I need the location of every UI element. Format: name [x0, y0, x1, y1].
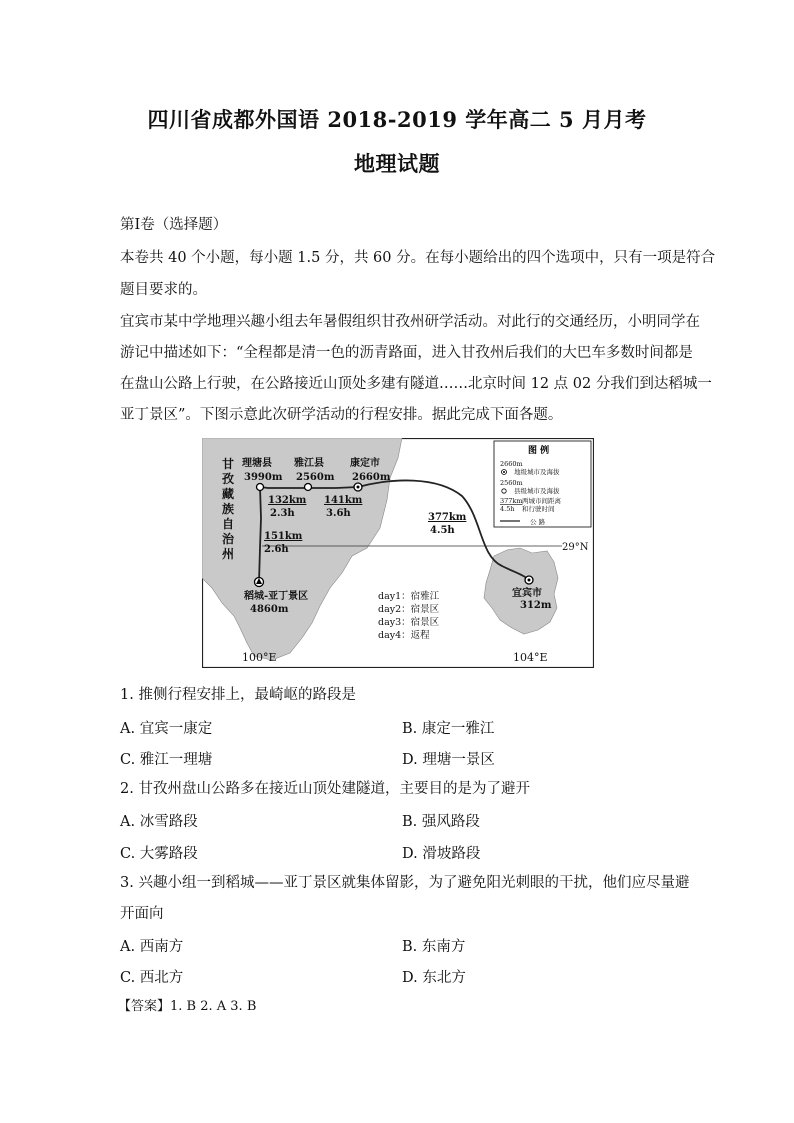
region-char-7: 州: [222, 547, 235, 561]
region-char-4: 族: [222, 502, 235, 516]
seg4-distance: 377km: [428, 512, 467, 523]
map-legend: [494, 441, 591, 527]
question-2-option-c: C. 大雾路段: [120, 846, 198, 862]
question-1-option-d: D. 理塘一景区: [402, 752, 495, 768]
yibin-alt: 312m: [520, 600, 552, 611]
itinerary-day4: day4：返程: [378, 630, 430, 641]
seg1-distance: 132km: [268, 495, 307, 506]
question-2-option-d: D. 滑坡路段: [402, 846, 481, 862]
legend-dist: 377km: [500, 497, 523, 505]
question-3-stem-cont: 开面向: [120, 906, 164, 922]
yajiang-label: 雅江县: [294, 458, 324, 469]
legend-item4: 公 路: [530, 518, 546, 526]
yibin-label: 宜宾市: [512, 588, 542, 599]
seg3-distance: 151km: [264, 531, 303, 542]
yajiang-marker: [305, 484, 312, 491]
daocheng-label: 稻城-亚丁景区: [244, 591, 309, 602]
instructions-line-2: 题目要求的。: [120, 282, 207, 298]
legend-title: 图 例: [528, 446, 550, 456]
region-char-1: 甘: [222, 457, 235, 471]
legend-alt1: 2660m: [500, 460, 523, 468]
latitude-label: 29°N: [562, 542, 589, 553]
itinerary-day2: day2：宿景区: [378, 604, 440, 615]
question-3-stem: 3. 兴趣小组一到稻城——亚丁景区就集体留影，为了避免阳光刺眼的干扰，他们应尽量避: [120, 875, 690, 891]
material-line-3: 在盘山公路上行驶，在公路接近山顶处多建有隧道……北京时间 12 点 02 分我们到达稻城一: [120, 376, 712, 392]
litang-marker: [257, 484, 264, 491]
seg2-distance: 141km: [324, 495, 363, 506]
region-char-5: 自: [222, 517, 235, 531]
legend-alt2: 2560m: [500, 479, 523, 487]
longitude-left-label: 100°E: [242, 651, 277, 664]
seg4-time: 4.5h: [430, 525, 455, 536]
question-3-option-c: C. 西北方: [120, 970, 184, 986]
legend-item3: 两城市间距离: [522, 497, 561, 505]
question-2-option-b: B. 强风路段: [402, 814, 480, 830]
question-3-option-a: A. 西南方: [120, 939, 184, 955]
question-3-option-b: B. 东南方: [402, 939, 466, 955]
material-line-2: 游记中描述如下：“全程都是清一色的沥青路面，进入甘孜州后我们的大巴车多数时间都是: [120, 345, 693, 361]
litang-alt: 3990m: [244, 472, 283, 483]
question-2-stem: 2. 甘孜州盘山公路多在接近山顶处建隧道，主要目的是为了避开: [120, 781, 530, 797]
material-line-4: 亚丁景区”。下图示意此次研学活动的行程安排。据此完成下面各题。: [120, 407, 563, 423]
daocheng-alt: 4860m: [250, 604, 289, 615]
itinerary-day3: day3：宿景区: [378, 617, 440, 628]
itinerary-day1: day1：宿雅江: [378, 591, 440, 602]
legend-time: 4.5h: [500, 505, 515, 513]
seg3-time: 2.6h: [264, 544, 289, 555]
route-map: [202, 438, 594, 668]
question-1-option-c: C. 雅江一理塘: [120, 752, 213, 768]
region-char-2: 孜: [222, 472, 235, 486]
legend-item1: 地级城市及海拔: [514, 468, 560, 476]
seg2-time: 3.6h: [326, 508, 351, 519]
page-title-line2: 地理试题: [354, 151, 440, 176]
yajiang-alt: 2560m: [296, 472, 335, 483]
question-3-option-d: D. 东北方: [402, 970, 466, 986]
kangding-label: 康定市: [350, 458, 380, 469]
longitude-right-label: 104°E: [513, 651, 548, 664]
question-1-stem: 1. 推侧行程安排上，最崎岖的路段是: [120, 687, 356, 703]
region-char-6: 治: [222, 532, 235, 546]
legend-item2: 县级城市及海拔: [514, 487, 560, 495]
kangding-alt: 2660m: [352, 472, 391, 483]
legend-item3b: 和行驶时间: [522, 505, 555, 513]
seg1-time: 2.3h: [270, 508, 295, 519]
instructions-line-1: 本卷共 40 个小题，每小题 1.5 分，共 60 分。在每小题给出的四个选项中，只有一项是符合: [120, 250, 716, 266]
question-2-option-a: A. 冰雪路段: [120, 814, 198, 830]
material-line-1: 宜宾市某中学地理兴趣小组去年暑假组织甘孜州研学活动。对此行的交通经历，小明同学在: [120, 314, 700, 330]
page-title-line1: 四川省成都外国语 2018-2019 学年高二 5 月月考: [147, 107, 647, 132]
question-1-option-b: B. 康定一雅江: [402, 721, 495, 737]
litang-label: 理塘县: [242, 458, 272, 469]
region-char-3: 藏: [222, 487, 235, 501]
section-heading: 第Ⅰ卷（选择题）: [120, 217, 228, 233]
answer-key: 【答案】1. B 2. A 3. B: [118, 999, 257, 1014]
question-1-option-a: A. 宜宾一康定: [120, 721, 213, 737]
